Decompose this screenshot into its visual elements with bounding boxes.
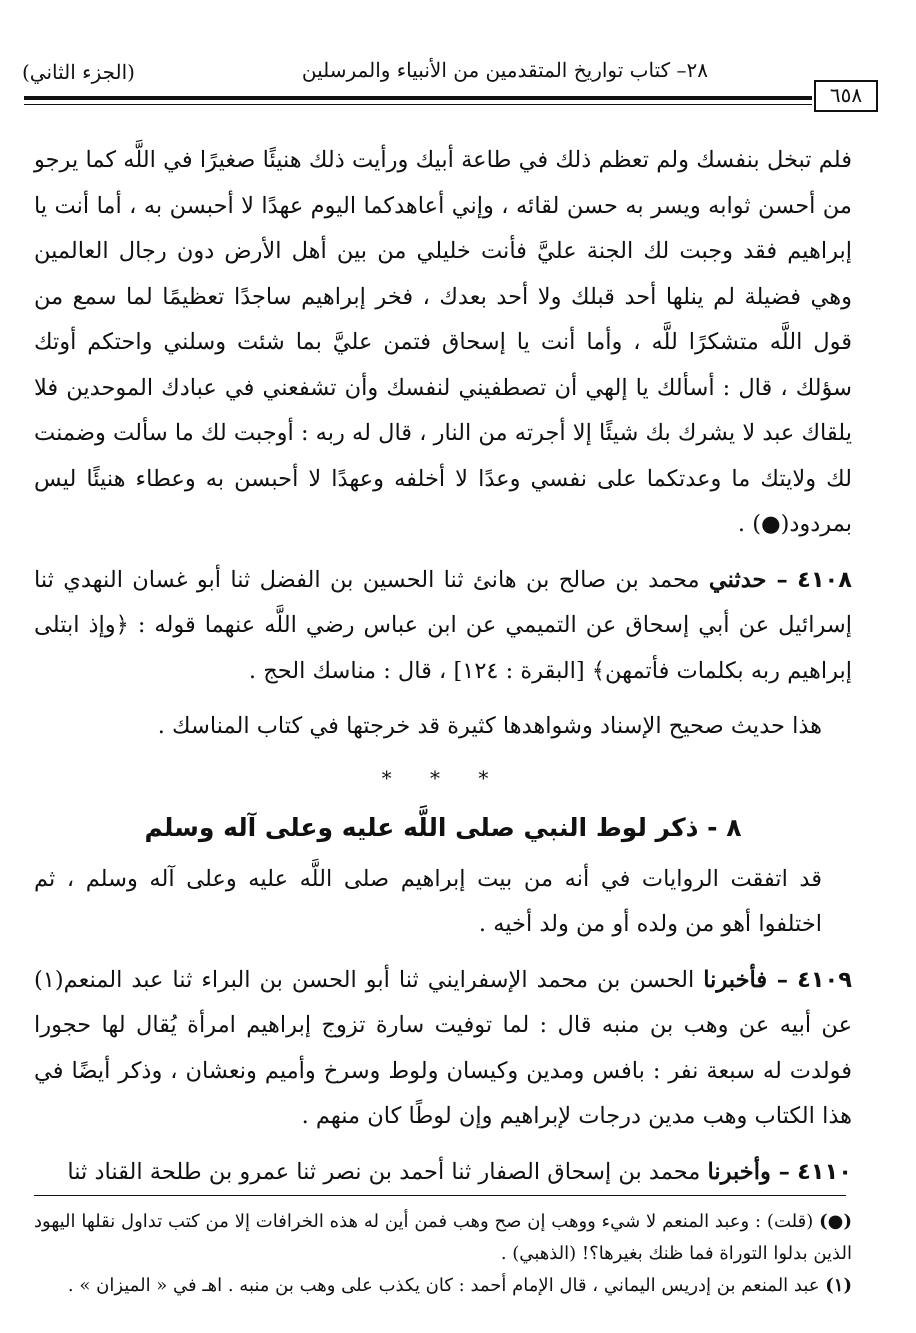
hadith-number: ٤١٠٩ xyxy=(797,966,852,993)
paragraph-continuation: فلم تبخل بنفسك ولم تعظم ذلك في طاعة أبيك ورأيت ذلك هنيئًا صغيرًا في اللَّه كما يرجو من أحسن ثوابه ويسر به حسن لقائه ، وإني أعاهدكما اليوم عهدًا لا أحبسن به ، أما أنت يا إبراهيم فقد وجبت لك الجنة عليَّ فأنت خليلي من بين أهل الأرض دون رجال العالمين وهي فضيلة لم ينلها أحد قبلك ولا أحد بعدك ، فخر إبراهيم ساجدًا تعظيمًا لما سمع من قول اللَّه متشكرًا للَّه ، وأما أنت يا إسحاق فتمن عليَّ بما شئت وسلني واحتكم أوتك سؤلك ، قال : أسألك يا إلهي أن تصطفيني لنفسك وأن تشفعني في عبادك الموحدين فلا يلقاك عبد لا يشرك بك شيئًا إلا أجرته من النار ، قال له ربه : أوجبت لك ما سألت وضمنت لك ولايتك ما وعدتكما على نفسي وعدًا لا أخلفه وعهدًا لا أحبسن به وعطاء هنيئًا ليس بمردود(●) . xyxy=(34,147,852,537)
footnote-marker: (●) xyxy=(819,1211,852,1232)
footnotes xyxy=(34,1206,852,1302)
header-rule-thin xyxy=(24,104,812,105)
separator-stars: * * * xyxy=(381,765,505,790)
page-header xyxy=(22,58,878,107)
footnote-text: عبد المنعم بن إدريس اليماني ، قال الإمام أحمد : كان يكذب على وهب بن منبه . اهـ في « الميزان » . xyxy=(67,1275,820,1296)
hadith-number: ٤١٠٨ xyxy=(797,566,853,593)
section-title: ٨ - ذكر لوط النبي صلى اللَّه عليه وعلى آله وسلم xyxy=(144,813,742,842)
hadith-text: محمد بن إسحاق الصفار ثنا أحمد بن نصر ثنا عمرو بن طلحة القناد ثنا xyxy=(67,1158,701,1185)
hadith-4110 xyxy=(34,1150,852,1196)
hadith-4109 xyxy=(34,958,852,1140)
header-rule xyxy=(24,96,812,100)
hadith-keyword: – فأخبرنا xyxy=(703,966,789,993)
hadith-note: هذا حديث صحيح الإسناد وشواهدها كثيرة قد خرجتها في كتاب المناسك . xyxy=(157,713,822,739)
footnote-marker: (١) xyxy=(825,1275,852,1296)
footnote-2 xyxy=(34,1270,852,1302)
hadith-text: محمد بن صالح بن هانئ ثنا الحسين بن الفضل ثنا أبو غسان النهدي ثنا إسرائيل عن أبي إسحاق عن التميمي عن ابن عباس رضي اللَّه عنهما قوله : ﴿وإذ ابتلى إبراهيم ربه بكلمات فأتمهن﴾ [البقرة : ١٢٤] ، قال : مناسك الحج . xyxy=(34,566,852,684)
section-intro: قد اتفقت الروايات في أنه من بيت إبراهيم صلى اللَّه عليه وعلى آله وسلم ، ثم اختلفوا أهو من ولده أو من ولد أخيه . xyxy=(34,865,822,937)
volume-label: (الجزء الثاني) xyxy=(22,60,135,84)
hadith-4108 xyxy=(34,558,852,695)
hadith-text: الحسن بن محمد الإسفرايني ثنا أبو الحسن بن البراء ثنا عبد المنعم(١) عن أبيه عن وهب بن منبه قال : لما توفيت سارة تزوج إبراهيم امرأة يُقال لها حجورا فولدت له سبعة نفر : بافس ومدين وكيسان ولوط وسرخ وأميم ونعشان ، وذكر أيضًا في هذا الكتاب وهب مدين درجات لإبراهيم وإن لوطًا كان منهم . xyxy=(34,966,852,1129)
running-title: ٢٨– كتاب تواريخ المتقدمين من الأنبياء والمرسلين xyxy=(301,58,708,82)
main-text xyxy=(34,138,852,1195)
footnote-1 xyxy=(34,1206,852,1270)
hadith-keyword: – وأخبرنا xyxy=(707,1158,790,1185)
hadith-keyword: – حدثني xyxy=(708,566,788,593)
page-number: ٦٥٨ xyxy=(814,80,878,112)
footnote-text: (قلت) : وعبد المنعم لا شيء ووهب إن صح وهب فمن أين له هذه الخرافات إلا من كتب تداول نقلها اليهود الذين بدلوا التوراة فما ظنك بغيرها؟! (الذهبي) . xyxy=(34,1211,852,1264)
footnote-rule xyxy=(34,1195,846,1196)
hadith-number: ٤١١٠ xyxy=(797,1158,852,1185)
